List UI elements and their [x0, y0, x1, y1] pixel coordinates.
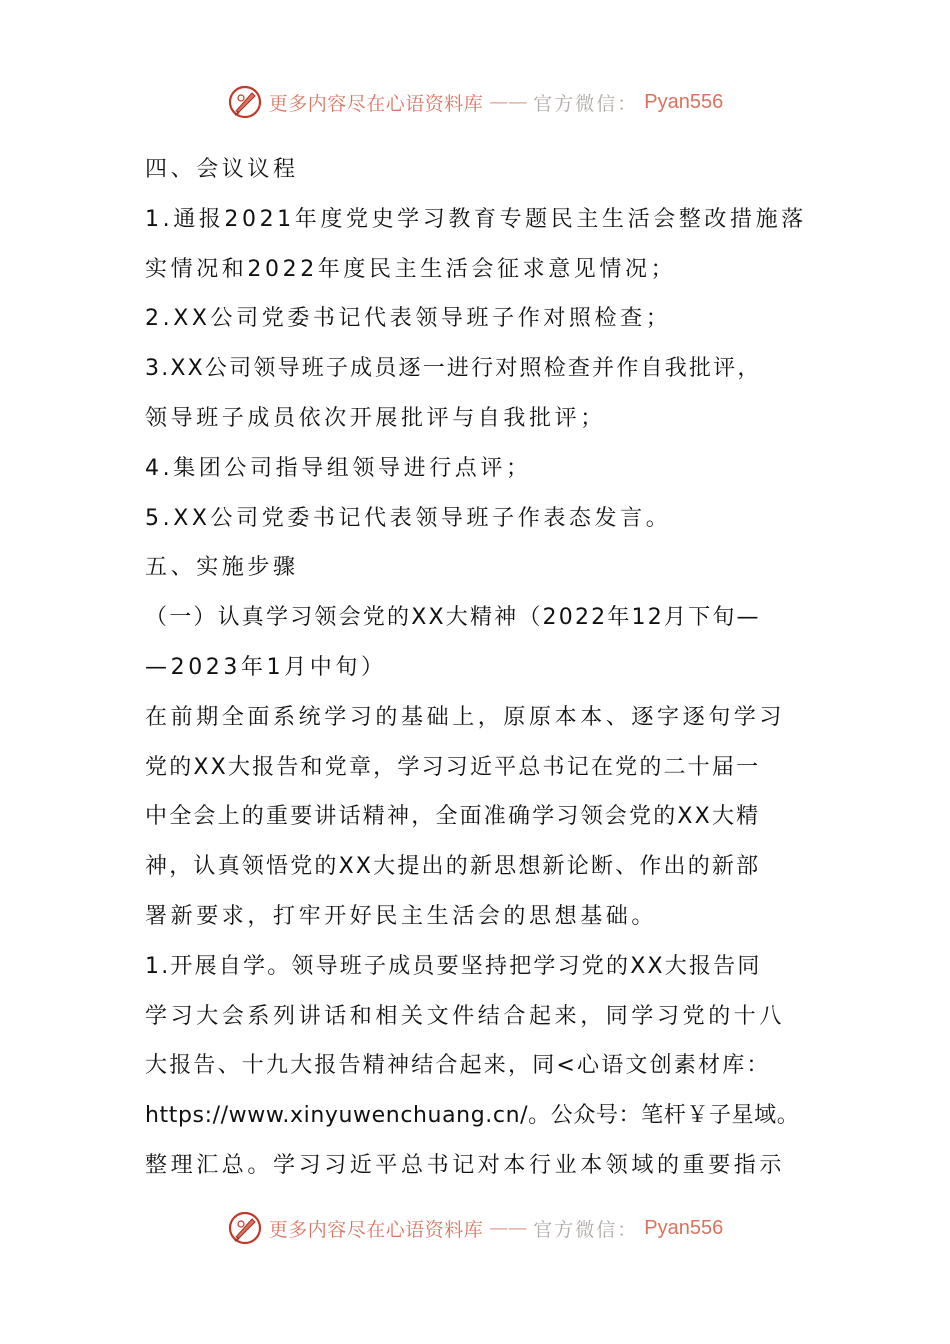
text-line: 学习大会系列讲话和相关文件结合起来，同学习党的十八 [145, 1003, 786, 1029]
watermark-brand: 更多内容尽在心语资料库 [268, 92, 484, 115]
text-line: 1.通报2021年度党史学习教育专题民主生活会整改措施落 [145, 206, 807, 232]
text-line: 2.XX公司党委书记代表领导班子作对照检查； [145, 306, 672, 332]
header-watermark [0, 82, 950, 122]
subsection-heading-cont: —2023年1月中旬） [145, 654, 387, 680]
text-line: 实情况和2022年度民主生活会征求意见情况； [145, 256, 677, 282]
text-line: 4.集团公司指导组领导进行点评； [145, 455, 532, 481]
text-line: 整理汇总。学习习近平总书记对本行业本领域的重要指示 [145, 1152, 786, 1178]
footer-watermark [0, 1208, 950, 1248]
watermark-wechat-id: Pyan556 [644, 1216, 724, 1239]
watermark-dash: —— [489, 91, 528, 113]
watermark-dash: —— [489, 1217, 528, 1239]
quill-logo-icon [227, 1210, 263, 1246]
section-heading-agenda: 四、会议议程 [145, 157, 299, 182]
quill-logo-icon [227, 84, 263, 120]
watermark-wechat-id: Pyan556 [644, 90, 724, 113]
text-line: 大报告、十九大报告精神结合起来，同<心语文创素材库： [145, 1053, 771, 1079]
subsection-heading: （一）认真学习领会党的XX大精神（2022年12月下旬— [145, 605, 761, 631]
watermark-label: 官方微信： [533, 92, 639, 115]
text-line: 在前期全面系统学习的基础上，原原本本、逐字逐句学习 [145, 704, 786, 730]
text-line: 中全会上的重要讲话精神，全面准确学习领会党的XX大精 [145, 804, 761, 830]
watermark-brand: 更多内容尽在心语资料库 [268, 1218, 484, 1241]
text-line: 5.XX公司党委书记代表领导班子作表态发言。 [145, 505, 672, 531]
text-line-url: https://www.xinyuwenchuang.cn/。公众号：笔杆￥子星域。 [145, 1103, 800, 1129]
text-line: 1.开展自学。领导班子成员要坚持把学习党的XX大报告同 [145, 953, 762, 979]
text-line: 党的XX大报告和党章，学习习近平总书记在党的二十届一 [145, 754, 761, 780]
text-line: 神，认真领悟党的XX大提出的新思想新论断、作出的新部 [145, 854, 761, 880]
watermark-label: 官方微信： [533, 1218, 639, 1241]
section-heading-steps: 五、实施步骤 [145, 555, 299, 581]
document-body [145, 145, 810, 1191]
text-line: 3.XX公司领导班子成员逐一进行对照检查并作自我批评， [145, 356, 762, 382]
text-line: 署新要求，打牢开好民主生活会的思想基础。 [145, 903, 658, 929]
text-line: 领导班子成员依次开展批评与自我批评； [145, 405, 606, 431]
